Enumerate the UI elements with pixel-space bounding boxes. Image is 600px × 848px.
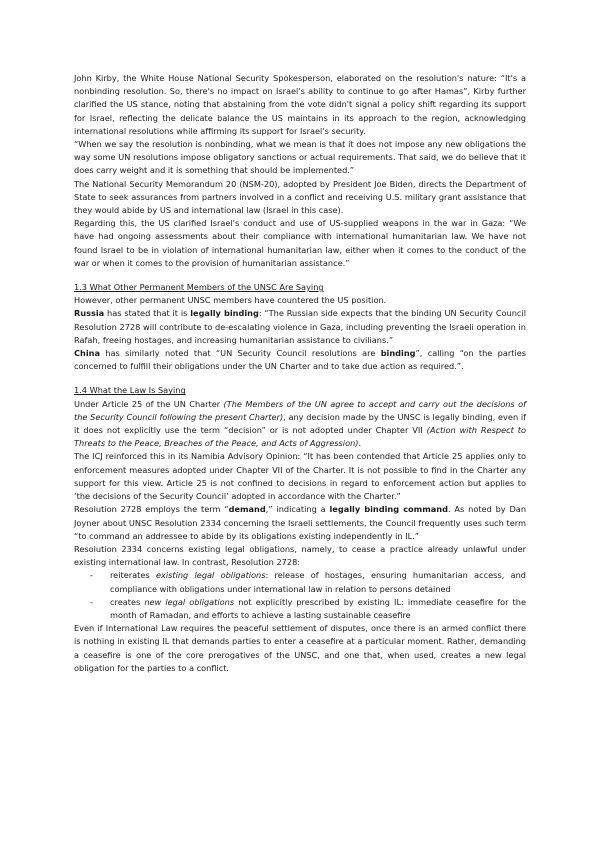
- res-post: . As noted by Dan Joyner about UNSC Resolution 2334 concerning the Israeli settlements, the Council frequently uses such term “to command an addressee to abide by its obligations existing independently in IL.”: [74, 504, 527, 541]
- resolution-2728-paragraph: [74, 503, 526, 543]
- list-item-text: not explicitly prescribed by existing IL: immediate ceasefire for the month of Ramadan, and efforts to achieve a lasting sustainable ceasefire: [110, 596, 526, 620]
- list-item-emphasis: existing legal obligations: [155, 570, 266, 581]
- russia-paragraph: [74, 307, 526, 347]
- res-demand: demand: [228, 504, 266, 515]
- russia-name: Russia: [74, 308, 105, 319]
- russia-legally-binding: legally binding: [190, 308, 259, 319]
- article-25-mid: , any decision made by the UNSC is legally binding, even if it does not explicitly use the term “decision” or is not adopted under Chapter VII: [74, 411, 526, 436]
- list-item-verb: reiterates: [110, 570, 156, 581]
- kirby-paragraph: John Kirby, the White House National Security Spokesperson, elaborated on the resolution's nature: “It's a nonbinding resolution. So, there's no impact on Israel's ability to continue to go after Hamas”, Kirby further clarified the US stance, noting that abstaining from the vote didn't signal a policy shift regarding its support for Israel, reflecting the delicate balance the US maintains in its approach to the region, acknowledging international resolutions while affirming its support for Israel's security.: [74, 73, 526, 136]
- countered-paragraph: However, other permanent UNSC members have countered the US position.: [74, 295, 387, 306]
- article-25-paragraph: [74, 398, 526, 451]
- list-item: [110, 569, 526, 595]
- list-item-verb: creates: [110, 596, 145, 607]
- list-item-text: : release of hostages, ensuring humanitarian access, and compliance with obligations under international law in relation to persons detained: [110, 570, 526, 594]
- nsm20-paragraph: The National Security Memorandum 20 (NSM-20), adopted by President Joe Biden, directs the Department of State to seek assurances from partners involved in a conflict and receiving U.S. military grant assistance that they would abide by US and international law (Israel in this case).: [74, 178, 526, 216]
- icj-paragraph: The ICJ reinforced this in its Namibia Advisory Opinion: “It has been contended that Article 25 applies only to enforcement measures adopted under Chapter VII of the Charter. It is not possible to find in the Charter any support for this view. Article 25 is not confined to decisions in regard to enforcement action but applies to ‘the decisions of the Security Council’ adopted in accordance with the Charter.”: [74, 451, 526, 502]
- article-25-end: .: [358, 438, 362, 449]
- list-item-emphasis: new legal obligations: [144, 596, 235, 607]
- china-quote: ”, calling “on the parties concerned to fulfill their obligations under the UN Charter and to take due action as required.”.: [74, 348, 527, 372]
- article-25-quote: (The Members of the UN agree to accept and carry out the decisions of the Security Council following the present Charter): [74, 398, 526, 422]
- closing-paragraph: Even if International Law requires the peaceful settlement of disputes, once there is an armed conflict there is nothing in existing IL that demands parties to enter a ceasefire at a particular moment. Rather, demanding a ceasefire is one of the core prerogatives of the UNSC, and one that, when used, creates a new legal obligation for the parties to a conflict.: [74, 623, 526, 673]
- res-pre: Resolution 2728 employs the term “: [74, 504, 229, 515]
- russia-text-pre: has stated that it is: [104, 308, 191, 319]
- us-assessment-paragraph: Regarding this, the US clarified Israel's conduct and use of US-supplied weapons in the war in Gaza: “We have had ongoing assessments about their compliance with international humanitarian law. We have not found Israel to be in violation of international humanitarian law, either when it comes to the conduct of the war or when it comes to the provision of humanitarian assistance.”: [74, 218, 526, 268]
- china-text-pre: has similarly noted that “UN Security Council resolutions are: [100, 348, 381, 359]
- obligations-list: [74, 569, 526, 622]
- section-1-3-heading: 1.3 What Other Permanent Members of the UNSC Are Saying: [74, 282, 324, 293]
- china-paragraph: [74, 347, 526, 373]
- russia-quote: : “The Russian side expects that the binding UN Security Council Resolution 2728 will contribute to de-escalating violence in Gaza, including preventing the Israeli operation in Rafah, freeing hostages, and increasing humanitarian assistance to civilians.”: [74, 308, 526, 345]
- article-25-pre: Under Article 25 of the UN Charter: [74, 398, 224, 409]
- list-item: [110, 596, 526, 622]
- chapter-vii-title: (Action with Respect to Threats to the Peace, Breaches of the Peace, and Acts of Aggression): [74, 425, 526, 449]
- res-mid: ,” indicating a: [265, 504, 330, 515]
- nonbinding-quote-paragraph: “When we say the resolution is nonbinding, what we mean is that it does not impose any new obligations the way some UN resolutions impose obligatory sanctions or actual requirements. That said, we do believe that it does carry weight and it is something that should be implemented.”: [74, 139, 526, 176]
- res-legally-binding-command: legally binding command: [329, 504, 448, 515]
- resolution-2334-paragraph: Resolution 2334 concerns existing legal obligations, namely, to cease a practice already unlawful under existing international law. In contrast, Resolution 2728:: [74, 543, 526, 568]
- china-name: China: [74, 348, 100, 359]
- china-binding: binding: [380, 348, 416, 359]
- section-1-4-heading: 1.4 What the Law Is Saying: [74, 385, 186, 396]
